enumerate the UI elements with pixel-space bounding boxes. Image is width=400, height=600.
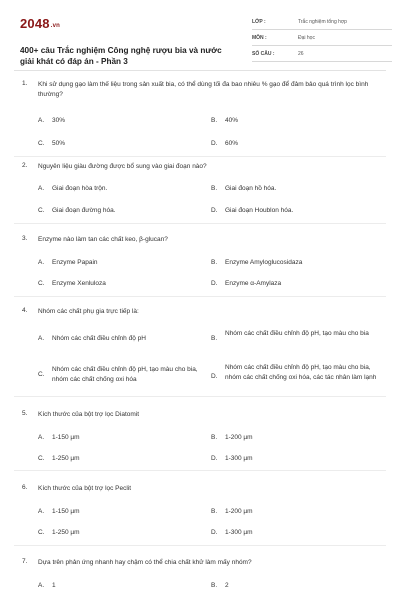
question-number: 7. (22, 558, 28, 565)
question-text: Nguyên liệu giàu đường được bổ sung vào giai đoạn nào? (38, 163, 207, 170)
question-divider (14, 545, 386, 546)
question-text: Enzyme nào làm tan các chất keo, β-glucan? (38, 236, 168, 243)
meta-row-class (252, 16, 392, 30)
question-number: 3. (22, 235, 28, 242)
question-text: Dựa trên phản ứng nhanh hay chậm có thể chia chất khử làm mấy nhóm? (38, 559, 252, 566)
meta-label: SỐ CÂU : (252, 51, 275, 57)
meta-value: Trắc nghiệm tổng hợp (298, 19, 347, 25)
logo-sub: .vn (50, 23, 61, 29)
question-number: 2. (22, 162, 28, 169)
header-divider (14, 70, 386, 71)
question-divider (14, 156, 386, 157)
question-text: Kích thước của bột trợ lọc Peclit (38, 485, 132, 492)
site-logo[interactable] (20, 16, 60, 31)
question-divider (14, 396, 386, 397)
meta-value: 26 (298, 51, 304, 57)
document-title: 400+ câu Trắc nghiệm Công nghệ rượu bia và nước giải khát có đáp án - Phần 3 (20, 46, 222, 66)
question-number: 5. (22, 410, 28, 417)
meta-row-count (252, 48, 392, 62)
question-number: 1. (22, 80, 28, 87)
question-number: 4. (22, 307, 28, 314)
question-divider (14, 223, 386, 224)
question-divider (14, 470, 386, 471)
question-number: 6. (22, 484, 28, 491)
document-page: 2048.vn 400+ câu Trắc nghiệm Công nghệ rượu bia và nước giải khát có đáp án - Phần 3 LỚP : Trắc nghiệm tổng hợp MÔN : Đại học SỐ CÂU : 26 1. Khi sử dụng gạo làm thế liệu trong sản xuất bia, có thể dùng tối đa bao nhiêu % gạo để đảm bảo quá trình lọc bình thường? A. 30% B. 40% C. 50% D. 60% 2. Nguyên liệu giàu đường được bổ sung vào giai đoạn nào? A. Giai đoạn hòa trộn. B. Giai đoạn hồ hóa. C. Giai đoạn đường hóa. D. Giai đoạn Houblon hóa. 3. Enzyme nào làm tan các chất keo, β-glucan? A. Enzyme Papain B. Enzyme Amyloglucosidaza C. Enzyme Xenluloza D. Enzyme α-Amylaza 4. Nhóm các chất phụ gia trực tiếp là: A. Nhóm các chất điều chỉnh độ pH B. Nhóm các chất điều chỉnh độ pH, tạo màu cho bia C. Nhóm các chất điều chỉnh độ pH, tạo màu cho bia, nhóm các chất chống oxi hóa D. Nhóm các chất điều chỉnh độ pH, tạo màu cho bia, nhóm các chất chống oxi hóa, các tác nhân làm lạnh 5. Kích thước của bột trợ lọc Diatomit A. 1-150 µm B. 1-200 µm C. 1-250 µm D. 1-300 µm 6. Kích thước của bột trợ lọc Peclit A. 1-150 µm B. 1-200 µm C. 1-250 µm D. 1-300 µm 7. Dựa trên phản ứng nhanh hay chậm có thể chia chất khử làm mấy nhóm? A. 1 B. 2 (0, 0, 400, 600)
meta-label: LỚP : (252, 19, 266, 25)
question-text: Nhóm các chất phụ gia trực tiếp là: (38, 308, 139, 315)
meta-value: Đại học (298, 35, 315, 41)
meta-label: MÔN : (252, 35, 267, 41)
logo-main: 2048 (20, 16, 50, 31)
question-text: Kích thước của bột trợ lọc Diatomit (38, 411, 140, 418)
meta-row-subject (252, 32, 392, 46)
question-text: Khi sử dụng gạo làm thế liệu trong sản xuất bia, có thể dùng tối đa bao nhiêu % gạo để đảm bảo quá trình lọc bình thường? (38, 81, 369, 98)
question-divider (14, 296, 386, 297)
document-meta (252, 16, 392, 64)
